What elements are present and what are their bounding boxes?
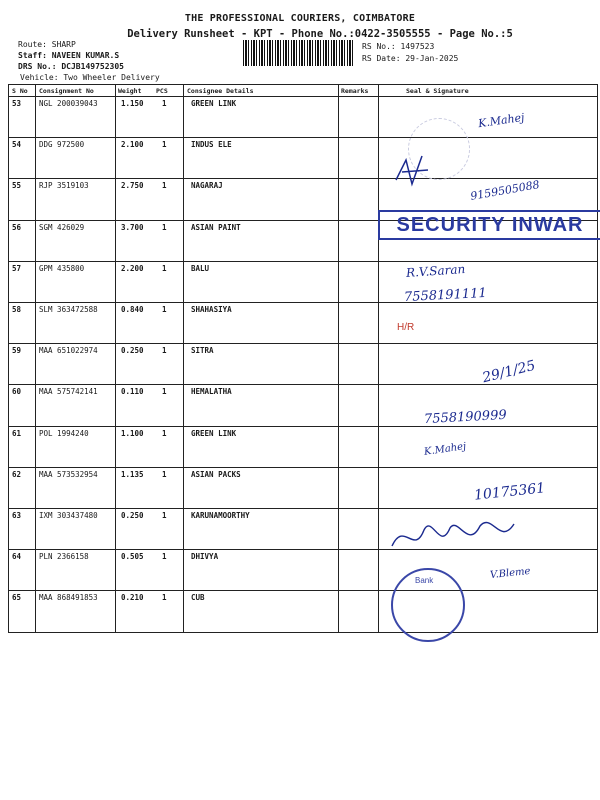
row-sno: 57 (12, 263, 22, 273)
row-consignee: ASIAN PACKS (191, 469, 241, 479)
col-header-consignee: Consignee Details (187, 87, 254, 95)
table-row (8, 385, 598, 426)
row-weight: 0.505 (121, 552, 144, 562)
row-weight: 1.150 (121, 99, 144, 108)
rs-no-line (362, 42, 434, 51)
row-divider (8, 261, 598, 262)
row-divider (8, 508, 598, 509)
row-sno: 56 (12, 222, 22, 232)
row-consignment: PLN 2366158 (39, 552, 89, 562)
row-consignee: SHAHASIYA (191, 305, 232, 314)
col-header-weight: Weight (118, 87, 142, 95)
date-59: 29/1/25 (480, 357, 538, 387)
row-consignment: SGM 426029 (39, 222, 85, 232)
signature-54-scribble (392, 150, 432, 190)
row-weight: 0.110 (121, 387, 144, 397)
signature-55: 9159505088 (469, 178, 541, 203)
row-pcs: 1 (162, 552, 167, 562)
row-sno: 59 (12, 346, 22, 356)
row-consignment: GPM 435800 (39, 263, 85, 273)
row-consignee: DHIVYA (191, 552, 219, 562)
row-consignee: NAGARAJ (191, 181, 223, 191)
staff-value: NAVEEN KUMAR.S (51, 51, 120, 60)
table-row (8, 138, 598, 179)
row-divider (8, 426, 598, 427)
row-pcs: 1 (162, 263, 167, 273)
row-pcs: 1 (162, 99, 167, 108)
row-pcs: 1 (162, 593, 167, 603)
row-divider (8, 467, 598, 468)
signature-60-phone: 7558190999 (423, 407, 508, 428)
row-consignee: GREEN LINK (191, 428, 237, 438)
table-top-border (8, 84, 598, 85)
bank-round-stamp (391, 568, 465, 642)
table-row (8, 303, 598, 344)
col-header-sno: S No (12, 87, 28, 95)
row-sno: 60 (12, 387, 22, 397)
signature-64: V.Bleme (489, 565, 531, 582)
col-header-pcs: PCS (156, 87, 168, 95)
row-weight: 2.100 (121, 140, 144, 150)
rs-no-value: 1497523 (400, 42, 435, 51)
row-consignee: BALU (191, 263, 210, 273)
vehicle-value: Two Wheeler Delivery (63, 73, 160, 82)
row-weight: 0.840 (121, 305, 144, 314)
drs-label: DRS No.: (18, 62, 57, 71)
row-consignment: RJP 3519103 (39, 181, 89, 191)
row-pcs: 1 (162, 140, 167, 150)
row-consignee: GREEN LINK (191, 99, 237, 108)
row-divider (8, 178, 598, 179)
row-pcs: 1 (162, 428, 167, 438)
row-sno: 53 (12, 99, 22, 108)
col-header-seal: Seal & Signature (406, 87, 469, 95)
rs-date-line (362, 54, 458, 63)
staff-label: Staff: (18, 51, 47, 60)
row-consignment: MAA 573532954 (39, 469, 98, 479)
vehicle-label: Vehicle: (20, 73, 59, 82)
row-sno: 65 (12, 593, 22, 603)
row-consignee: SITRA (191, 346, 214, 356)
row-consignee: ASIAN PAINT (191, 222, 241, 232)
row-consignment: IXM 303437480 (39, 511, 98, 520)
row-weight: 0.250 (121, 346, 144, 356)
route-line (18, 40, 76, 49)
signature-57-phone: 7558191111 (403, 285, 488, 306)
row-consignment: POL 1994240 (39, 428, 89, 438)
row-pcs: 1 (162, 181, 167, 191)
row-weight: 1.100 (121, 428, 144, 438)
row-consignee: KARUNAMOORTHY (191, 511, 250, 520)
col-header-remarks: Remarks (341, 87, 369, 95)
row-sno: 61 (12, 428, 22, 438)
row-consignee: INDUS ELE (191, 140, 232, 150)
row-weight: 2.750 (121, 181, 144, 191)
row-consignee: HEMALATHA (191, 387, 232, 397)
signature-57-name: R.V.Saran (405, 261, 466, 281)
row-divider (8, 590, 598, 591)
security-stamp: SECURITY INWAR (378, 210, 600, 240)
row-divider (8, 302, 598, 303)
row-consignment: SLM 363472588 (39, 305, 98, 314)
row-sno: 54 (12, 140, 22, 150)
row-divider (8, 384, 598, 385)
row-sno: 63 (12, 511, 22, 520)
signature-63-scribble (388, 512, 528, 558)
row-consignment: DDG 972500 (39, 140, 85, 150)
row-divider (8, 343, 598, 344)
col-header-consignment: Consignment No (39, 87, 94, 95)
row-pcs: 1 (162, 387, 167, 397)
table-row (8, 262, 598, 306)
row-divider (8, 137, 598, 138)
signature-53: K.Mahej (477, 110, 526, 131)
vehicle-line (20, 73, 160, 82)
company-title: THE PROFESSIONAL COURIERS, COIMBATORE (184, 13, 416, 24)
signature-62: 10175361 (473, 480, 546, 504)
drs-line (18, 62, 124, 71)
route-value: SHARP (51, 40, 76, 49)
rs-date-value: 29-Jan-2025 (405, 54, 459, 63)
row-weight: 3.700 (121, 222, 144, 232)
row-pcs: 1 (162, 222, 167, 232)
table-row (8, 427, 598, 468)
row-weight: 0.250 (121, 511, 144, 520)
rs-date-label: RS Date: (362, 54, 401, 63)
mark-58: H/R (397, 322, 415, 333)
row-weight: 1.135 (121, 469, 144, 479)
drs-value: DCJB149752305 (61, 62, 124, 71)
route-label: Route: (18, 40, 47, 49)
row-weight: 2.200 (121, 263, 144, 273)
row-sno: 55 (12, 181, 22, 191)
runsheet-title: Delivery Runsheet - KPT - Phone No.:0422-3505555 - Page No.:5 (127, 28, 513, 40)
signature-61: K.Mahej (423, 441, 467, 458)
table-row (8, 591, 598, 632)
row-consignment: NGL 200039043 (39, 99, 98, 108)
row-pcs: 1 (162, 305, 167, 314)
row-weight: 0.210 (121, 593, 144, 603)
row-sno: 62 (12, 469, 22, 479)
row-pcs: 1 (162, 511, 167, 520)
row-consignment: MAA 575742141 (39, 387, 98, 397)
bank-stamp-text: Bank (415, 576, 434, 585)
row-sno: 58 (12, 305, 22, 314)
row-consignment: MAA 651022974 (39, 346, 98, 356)
row-consignment: MAA 868491853 (39, 593, 98, 603)
row-pcs: 1 (162, 469, 167, 479)
row-pcs: 1 (162, 346, 167, 356)
row-sno: 64 (12, 552, 22, 562)
staff-line (18, 51, 119, 60)
row-consignee: CUB (191, 593, 205, 603)
barcode (243, 40, 355, 66)
rs-no-label: RS No.: (362, 42, 396, 51)
